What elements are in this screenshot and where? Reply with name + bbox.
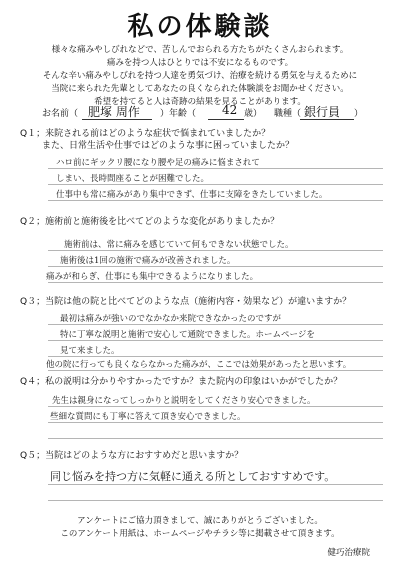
answer-line: 痛みが和らぎ、仕事にも集中できるようになりました。 (46, 272, 259, 282)
ruled-line (48, 356, 383, 357)
name-label: お名前（ (42, 109, 79, 119)
job-value: 銀行員 (304, 105, 341, 119)
page-title: 私の体験談 (127, 12, 273, 42)
answer-line: 他の院に行っても良くならなかった痛みが、ここでは効果があったと思います。 (46, 360, 352, 370)
question-3 (20, 296, 385, 308)
question-line: Q４；私の説明は分かりやすかったですか？また院内の印象はいかがでしたか？ (20, 377, 343, 387)
answer-line: 仕事中も常に痛みがあり集中できず、仕事に支障をきたしていました。 (56, 190, 328, 200)
ruled-line (48, 250, 383, 251)
footer-line: このアンケート用紙は、ホームページやチラシ等に掲載させて頂きます。 (60, 529, 340, 539)
age-suffix: 歳） (244, 109, 263, 119)
job-underline (300, 119, 354, 120)
ruled-line (48, 324, 383, 325)
answer-line: しまい、長時間座ることが困難でした。 (56, 174, 210, 184)
answer-line: ハロ前にギックリ腰になり腰や足の痛みに悩まされて (56, 158, 260, 168)
job-close: ） (354, 109, 364, 119)
clinic-name: 健巧治療院 (327, 548, 370, 558)
answer-line: 見て来ました。 (60, 346, 120, 356)
intro-line: そんな辛い痛みやしびれを持つ人達を勇気づけ、治療を続ける勇気を与えるために (42, 71, 358, 81)
job-label: 職種（ (274, 109, 302, 119)
ruled-line (48, 370, 383, 371)
question-line: Q２；施術前と施術後を比べてどのような変化がありましたか？ (20, 217, 280, 227)
question-line: Q１；来院される前はどのような症状で悩まれていましたか？ (20, 129, 271, 139)
intro-line: 様々な痛みやしびれなどで、苦しんでおられる方たちがたくさんおられます。 (51, 45, 349, 55)
ruled-line (48, 406, 383, 407)
question-line: Q５；当院はどのような方におすすめだと思いますか？ (20, 451, 244, 461)
ruled-line (48, 484, 383, 485)
footer-thanks (20, 515, 380, 541)
answer-line: 特に丁寧な説明と施術で安心して通院できました。ホームページを (60, 330, 315, 340)
answer-line: 些細な質問にも丁寧に答えて頂き安心できました。 (50, 412, 246, 422)
intro-line: 当院に来られた先輩としてあなたの良くなられた体験談をお聞かせください。 (51, 84, 349, 94)
answer-line: 同じ悩みを持つ方に気軽に通える所としておすすめです。 (50, 470, 336, 483)
question-line: また、日常生活や仕事ではどのような事に困っていましたか？ (42, 141, 295, 151)
answer-line: 先生は親身になってしっかりと説明をしてくださり安心できました。 (52, 396, 316, 406)
question-4 (20, 376, 385, 388)
question-line: Q３；当院は他の院と比べてどのような点（施術内容・効果など）が違いますか？ (20, 297, 352, 307)
ruled-line (48, 266, 383, 267)
question-2 (20, 216, 385, 228)
answer-line: 施術前は、常に痛みを感じていて何もできない状態でした。 (64, 240, 294, 250)
name-underline (82, 119, 152, 120)
name-value: 肥塚 周作 (88, 105, 140, 119)
ruled-line (48, 200, 383, 201)
footer-line: アンケートにご協力頂きまして、誠にありがとうございました。 (77, 516, 323, 526)
age-label: ）年齢（ (160, 109, 197, 119)
answer-line: 施術後は1回の施術で痛みが改善されました。 (60, 256, 236, 266)
ruled-line (48, 184, 383, 185)
age-underline (208, 119, 244, 120)
respondent-info (42, 103, 372, 120)
question-5 (20, 450, 385, 462)
intro-text (20, 44, 380, 109)
intro-line: 痛みを持つ人はひとりでは不安になるものです。 (106, 58, 294, 68)
ruled-line (48, 500, 383, 501)
question-1 (20, 128, 385, 152)
answer-line: 最初は痛みが強いのでなかなか来院できなかったのですが (60, 314, 282, 324)
intro-line: 希望を持てると人は奇跡の結果を見ることがあります。 (94, 97, 306, 107)
ruled-line (48, 422, 383, 423)
ruled-line (48, 282, 383, 283)
ruled-line (48, 340, 383, 341)
ruled-line (48, 168, 383, 169)
ruled-line (48, 438, 383, 439)
age-value: 42 (222, 103, 238, 117)
